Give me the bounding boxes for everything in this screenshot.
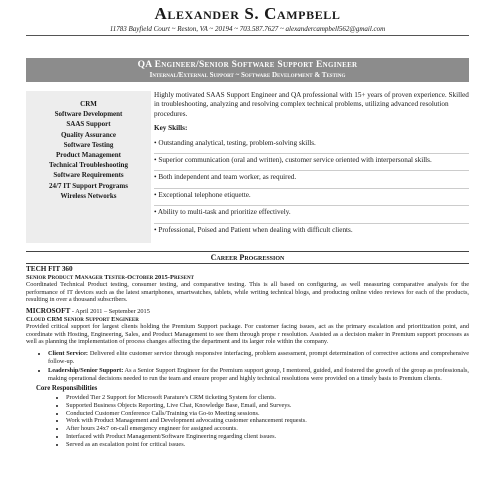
skill-text: Ability to multi-task and prioritize effectively. (157, 208, 291, 217)
skill-text: Both independent and team worker, as required. (158, 173, 297, 182)
skill-item: • Exceptional telephone etiquette. (154, 188, 469, 200)
highlight-label: Client Service: (48, 349, 88, 357)
job-microsoft (26, 308, 469, 449)
company-line (26, 308, 469, 316)
job-description: Coordinated Technical Product testing, consumer testing, and comparative testing. This is all based on configuring, as well measuring comparative analysis for the performance of IT devices such as the latest smartphones, smartwatches, tablets, while writing technical blogs, and producing online video reviews for each of the products, resulting in over a thousand subscribers. (26, 281, 469, 304)
summary-text: Highly motivated SAAS Support Engineer and QA professional with 15+ years of proven experience. Skilled in troubleshooting, analyzing and resolving complex technical problems, utilizing advanced resolution procedures. (154, 91, 469, 118)
summary-panel (154, 91, 469, 240)
highlight-text: Delivered elite customer service through responsive interfacing, problem assessment, prompt determination of corrective actions and comprehensive follow-up. (48, 349, 469, 365)
skill-item: • Superior communication (oral and written), customer service oriented with interpersonal skills. (154, 153, 469, 165)
competency-item: Software Development (54, 110, 123, 119)
skill-item: • Outstanding analytical, testing, problem-solving skills. (154, 138, 316, 147)
skills-heading: Key Skills: (154, 124, 188, 133)
title-banner (26, 58, 469, 82)
competency-item: Software Requirements (53, 171, 124, 180)
skill-text: Outstanding analytical, testing, problem-solving skills. (158, 138, 316, 147)
role-dates: -October 2015-Present (124, 273, 194, 281)
competency-item: Wireless Networks (60, 191, 117, 200)
competencies-panel (26, 91, 151, 243)
skill-text: Professional, Poised and Patient when dealing with difficult clients. (158, 225, 353, 234)
skill-item: • Ability to multi-task and prioritize effectively. (154, 205, 469, 217)
competency-item: SAAS Support (66, 120, 111, 129)
candidate-name: Alexander S. Campbell (154, 4, 341, 23)
skill-text: Superior communication (oral and written), customer service oriented with interpersonal skills. (158, 156, 432, 165)
header-divider (26, 35, 469, 36)
highlight-item (48, 350, 469, 365)
competency-item: 24/7 IT Support Programs (49, 181, 128, 190)
skill-item: • Both independent and team worker, as required. (154, 170, 469, 182)
skill-text: Exceptional telephone etiquette. (158, 190, 251, 199)
role-line (26, 274, 469, 282)
company-name: TECH FIT 360 (26, 265, 73, 273)
banner-title: QA Engineer/Senior Software Support Engineer (137, 60, 358, 70)
role-title: Senior Product Manager Tester (26, 273, 125, 281)
core-item: • Work with Product Management and Development advocating customer enhancement requests. (66, 417, 469, 425)
job-description: Provided critical support for largest clients holding the Premium Support package. For customer facing issues, act as the primary escalation and prioritization point, and coordinate with Hosting, Engineering, Sales, and Product Management to see them through prope r resolution. Assisted as a decision maker in Premium support processes as well as planning the implementation of process changes affecting the department and its larger role within the company. (26, 323, 469, 346)
role-title: Cloud CRM Senior Support Engineer (26, 315, 139, 323)
core-item: • Conducted Customer Conference Calls/Training via Go-to Meeting sessions. (66, 410, 469, 418)
core-item: • Supported Business Objects Reporting, Live Chat, Knowledge Base, Email, and Surveys. (66, 402, 469, 410)
highlights-list (26, 350, 469, 382)
core-item: • Served as an escalation point for critical issues. (66, 441, 469, 449)
competency-item: Software Testing (63, 140, 114, 149)
skill-item: • Professional, Poised and Patient when dealing with difficult clients. (154, 223, 469, 235)
competency-item: Product Management (56, 151, 121, 160)
company-dates: - April 2011 – September 2015 (70, 308, 150, 315)
core-item: • After hours 24x7 on-call emergency engineer for assigned accounts. (66, 425, 469, 433)
core-heading: Core Responsibilities (36, 385, 98, 393)
competencies-list (26, 99, 151, 201)
competency-item: Quality Assurance (60, 130, 117, 139)
highlight-text: As a Senior Support Engineer for the Premium support group, I mentored, guided, and fostered the growth of the group as professionals, making operational decisions needed to run the team and ensure proper and highly technical resolutions were provided on a timely basis to Premium clients. (48, 367, 469, 382)
highlight-label: Leadership/Senior Support: (48, 367, 124, 375)
banner-subtitle: Internal/External Support ~ Software Development & Testing (149, 71, 346, 79)
job-techfit (26, 266, 469, 304)
company-name: MICROSOFT (26, 307, 71, 315)
section-title: Career Progression (26, 251, 469, 264)
core-item: • Provided Tier 2 Support for Microsoft Parature's CRM ticketing System for clients. (66, 394, 469, 402)
core-list (26, 394, 469, 449)
competency-item: Technical Troubleshooting (49, 161, 128, 170)
competency-item: CRM (80, 100, 97, 108)
core-item: • Interfaced with Product Management/Software Engineering regarding client issues. (66, 433, 469, 441)
highlight-item (48, 367, 469, 382)
contact-line: 11783 Bayfield Court ~ Reston, VA ~ 20194 ~ 703.587.7627 ~ alexandercampbell562@gmail.com (109, 25, 386, 33)
